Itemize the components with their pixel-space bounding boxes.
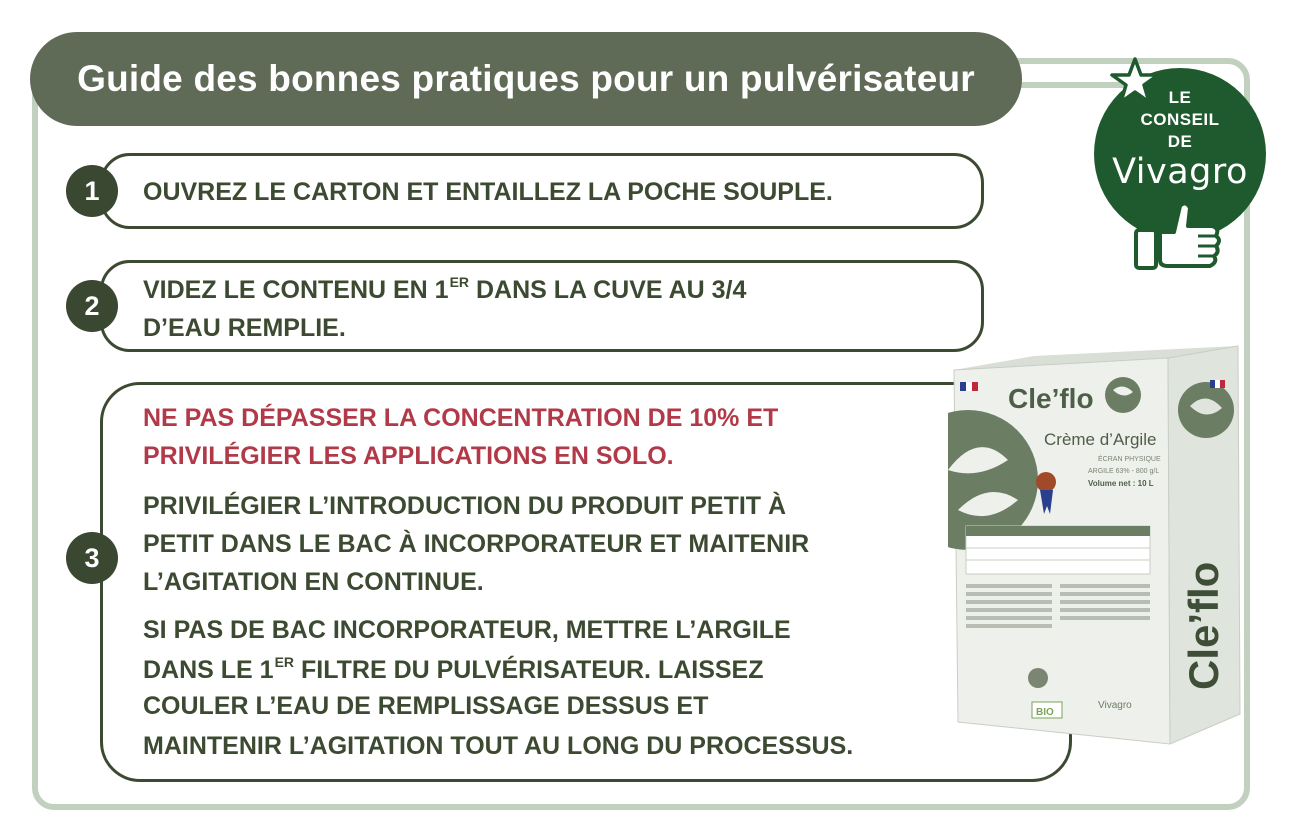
step-3-warning-2: PRIVILÉGIER LES APPLICATIONS EN SOLO. — [143, 442, 674, 470]
product-brand: Cle’flo — [1008, 383, 1094, 414]
product-name: Crème d’Argile — [1044, 430, 1157, 449]
step-3-para1-line-1: PRIVILÉGIER L’INTRODUCTION DU PRODUIT PETIT À — [143, 492, 787, 520]
step-1-text: OUVREZ LE CARTON ET ENTAILLEZ LA POCHE SOUPLE. — [143, 178, 833, 206]
step-2-line-2: D’EAU REMPLIE. — [143, 314, 346, 342]
step-2-sup: ER — [449, 274, 470, 290]
star-icon — [1108, 56, 1162, 106]
step-3-para1-line-3: L’AGITATION EN CONTINUE. — [143, 568, 484, 596]
badge-line-le: LE — [1168, 88, 1192, 107]
step-1-number: 1 — [66, 165, 118, 217]
badge-brand: Vivagro — [1112, 152, 1248, 192]
step-3-sup: ER — [274, 654, 295, 670]
title-bar — [30, 32, 1022, 126]
badge-line-conseil: CONSEIL — [1140, 110, 1220, 129]
step-3-para2-line-2a: DANS LE 1 — [143, 656, 274, 684]
step-3-number: 3 — [66, 532, 118, 584]
step-3-para2-line-2b: FILTRE DU PULVÉRISATEUR. LAISSEZ — [294, 656, 764, 684]
step-3-para1-line-2: PETIT DANS LE BAC À INCORPORATEUR ET MAITENIR — [143, 530, 810, 558]
step-2-line-1 — [143, 274, 746, 305]
step-3-para2-line-2 — [143, 654, 764, 685]
step-3-para2-line-3: COULER L’EAU DE REMPLISSAGE DESSUS ET — [143, 692, 709, 720]
product-volume: Volume net : 10 L — [1088, 479, 1154, 488]
product-side-brand: Cle’flo — [1180, 561, 1227, 690]
step-3-para2-line-4: MAINTENIR L’AGITATION TOUT AU LONG DU PROCESSUS. — [143, 732, 854, 760]
step-3-para2-line-1: SI PAS DE BAC INCORPORATEUR, METTRE L’ARGILE — [143, 616, 791, 644]
step-2-number: 2 — [66, 280, 118, 332]
product-footer-brand: Vivagro — [1098, 700, 1132, 711]
badge-line-de: DE — [1167, 132, 1193, 151]
product-sub2: ARGILE 63% - 800 g/L — [1088, 468, 1160, 475]
product-bio: BIO — [1036, 707, 1054, 718]
step-2-line-1b: DANS LA CUVE AU 3/4 — [469, 276, 747, 304]
step-2-line-1a: VIDEZ LE CONTENU EN 1 — [143, 276, 449, 304]
page-title: Guide des bonnes pratiques pour un pulvérisateur — [77, 58, 975, 99]
french-flag-icon — [960, 382, 966, 391]
product-box-image — [948, 330, 1242, 750]
product-sub1: ÉCRAN PHYSIQUE — [1098, 456, 1161, 463]
thumbs-up-icon — [1128, 198, 1226, 272]
step-3-warning-1: NE PAS DÉPASSER LA CONCENTRATION DE 10% ET — [143, 404, 779, 432]
